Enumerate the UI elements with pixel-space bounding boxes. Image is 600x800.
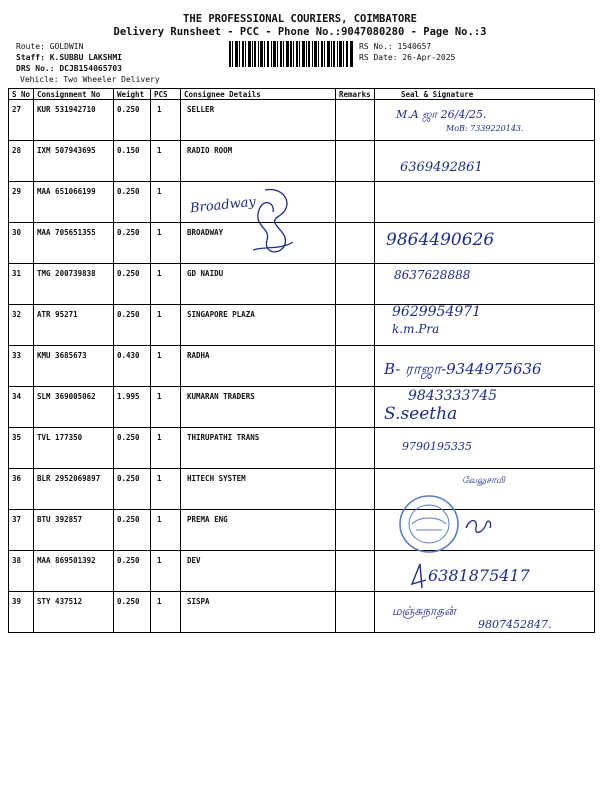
handwritten-signature: Broadway — [189, 194, 257, 217]
cell-consignment: TVL 177350 — [34, 428, 114, 469]
barcode-icon — [229, 41, 353, 67]
cell-sno: 38 — [9, 551, 34, 592]
signature-scribble-icon — [408, 562, 430, 590]
seal-stamp-icon — [398, 494, 460, 554]
cell-remarks — [336, 592, 375, 633]
cell-consignment: STY 437512 — [34, 592, 114, 633]
cell-consignment: ATR 95271 — [34, 305, 114, 346]
cell-remarks — [336, 264, 375, 305]
cell-weight: 0.250 — [114, 305, 151, 346]
drs-number: DRS No.: DCJB154065703 — [16, 64, 122, 73]
table-row — [9, 469, 595, 510]
cell-signature — [375, 182, 595, 223]
cell-weight: 0.430 — [114, 346, 151, 387]
cell-remarks — [336, 551, 375, 592]
cell-consignment: KUR 531942710 — [34, 100, 114, 141]
cell-consignee: DEV — [181, 551, 336, 592]
cell-pcs: 1 — [151, 592, 181, 633]
staff-label: Staff: K.SUBBU LAKSHMI — [16, 53, 122, 62]
col-weight: Weight — [114, 89, 151, 100]
cell-remarks — [336, 100, 375, 141]
col-signature: Seal & Signature — [375, 89, 595, 100]
col-sno: S No — [9, 89, 34, 100]
handwritten-mobile: 9629954971 — [392, 304, 482, 320]
cell-pcs: 1 — [151, 551, 181, 592]
cell-consignee: HITECH SYSTEM — [181, 469, 336, 510]
signature-scribble-icon — [245, 186, 300, 260]
cell-sno: 28 — [9, 141, 34, 182]
cell-consignment: MAA 869501392 — [34, 551, 114, 592]
cell-pcs: 1 — [151, 387, 181, 428]
table-row — [9, 223, 595, 264]
table-row — [9, 387, 595, 428]
cell-sno: 27 — [9, 100, 34, 141]
cell-consignee: RADIO ROOM — [181, 141, 336, 182]
cell-sno: 33 — [9, 346, 34, 387]
cell-weight: 0.250 — [114, 428, 151, 469]
cell-remarks — [336, 428, 375, 469]
handwritten-mobile: 9843333745 — [408, 388, 498, 404]
col-consignee: Consignee Details — [181, 89, 336, 100]
handwritten-signature: S.seetha — [384, 404, 458, 424]
cell-remarks — [336, 469, 375, 510]
cell-remarks — [336, 510, 375, 551]
table-row — [9, 141, 595, 182]
cell-consignee: GD NAIDU — [181, 264, 336, 305]
handwritten-mobile: MoB: 7339220143. — [446, 124, 524, 133]
route-label: Route: GOLDWIN — [16, 42, 84, 51]
col-consignment: Consignment No — [34, 89, 114, 100]
cell-consignee: KUMARAN TRADERS — [181, 387, 336, 428]
handwritten-signature: B- ராஜா-9344975636 — [384, 360, 542, 378]
cell-sno: 36 — [9, 469, 34, 510]
cell-consignee: SINGAPORE PLAZA — [181, 305, 336, 346]
handwritten-signature: k.m.Pra — [392, 322, 440, 336]
cell-sno: 35 — [9, 428, 34, 469]
table-row — [9, 100, 595, 141]
handwritten-mobile: 8637628888 — [394, 268, 471, 282]
cell-pcs: 1 — [151, 100, 181, 141]
handwritten-mobile: 6381875417 — [428, 566, 530, 585]
cell-consignment: BTU 392857 — [34, 510, 114, 551]
cell-pcs: 1 — [151, 223, 181, 264]
cell-remarks — [336, 223, 375, 264]
cell-weight: 0.250 — [114, 469, 151, 510]
cell-consignee: BROADWAY — [181, 223, 336, 264]
cell-pcs: 1 — [151, 182, 181, 223]
rs-date: RS Date: 26-Apr-2025 — [359, 53, 456, 62]
cell-weight: 0.250 — [114, 264, 151, 305]
cell-sno: 37 — [9, 510, 34, 551]
table-header-row — [9, 89, 595, 100]
runsheet-subtitle: Delivery Runsheet - PCC - Phone No.:9047080280 - Page No.:3 — [113, 26, 487, 38]
handwritten-signature: M.A ஜா 26/4/25. — [396, 108, 487, 121]
cell-weight: 1.995 — [114, 387, 151, 428]
table-row — [9, 264, 595, 305]
cell-sno: 39 — [9, 592, 34, 633]
cell-remarks — [336, 387, 375, 428]
cell-consignment: MAA 651066199 — [34, 182, 114, 223]
cell-remarks — [336, 141, 375, 182]
cell-weight: 0.250 — [114, 223, 151, 264]
handwritten-mobile: 9790195335 — [402, 440, 472, 453]
cell-pcs: 1 — [151, 510, 181, 551]
cell-sno: 31 — [9, 264, 34, 305]
rs-number: RS No.: 1540657 — [359, 42, 432, 51]
cell-weight: 0.250 — [114, 592, 151, 633]
handwritten-signature: வேலுசாமி — [462, 476, 505, 486]
cell-pcs: 1 — [151, 264, 181, 305]
signature-scribble-icon — [462, 514, 494, 538]
col-remarks: Remarks — [336, 89, 375, 100]
cell-weight: 0.250 — [114, 100, 151, 141]
cell-sno: 29 — [9, 182, 34, 223]
handwritten-mobile: 9807452847. — [478, 618, 552, 631]
cell-pcs: 1 — [151, 346, 181, 387]
company-title: THE PROFESSIONAL COURIERS, COIMBATORE — [183, 13, 417, 25]
vehicle-label: Vehicle: Two Wheeler Delivery — [20, 75, 160, 84]
cell-consignee: THIRUPATHI TRANS — [181, 428, 336, 469]
cell-weight: 0.250 — [114, 510, 151, 551]
table-row — [9, 182, 595, 223]
cell-weight: 0.150 — [114, 141, 151, 182]
cell-consignee: RADHA — [181, 346, 336, 387]
cell-consignment: IXM 507943695 — [34, 141, 114, 182]
cell-consignee: PREMA ENG — [181, 510, 336, 551]
cell-remarks — [336, 305, 375, 346]
handwritten-mobile: 6369492861 — [400, 160, 483, 175]
cell-consignment: KMU 3685673 — [34, 346, 114, 387]
col-pcs: PCS — [151, 89, 181, 100]
cell-consignment: SLM 369005062 — [34, 387, 114, 428]
cell-sno: 32 — [9, 305, 34, 346]
table-row — [9, 305, 595, 346]
cell-sno: 30 — [9, 223, 34, 264]
table-row — [9, 428, 595, 469]
handwritten-mobile: 9864490626 — [386, 230, 495, 250]
cell-consignment: MAA 705651355 — [34, 223, 114, 264]
table-row — [9, 510, 595, 551]
handwritten-signature: மஞ்சுநாதன் — [392, 604, 456, 618]
cell-consignee: SELLER — [181, 100, 336, 141]
cell-pcs: 1 — [151, 305, 181, 346]
cell-weight: 0.250 — [114, 551, 151, 592]
cell-pcs: 1 — [151, 469, 181, 510]
cell-weight: 0.250 — [114, 182, 151, 223]
cell-consignment: TMG 200739838 — [34, 264, 114, 305]
cell-consignee: SISPA — [181, 592, 336, 633]
cell-sno: 34 — [9, 387, 34, 428]
cell-pcs: 1 — [151, 428, 181, 469]
cell-remarks — [336, 346, 375, 387]
cell-pcs: 1 — [151, 141, 181, 182]
cell-remarks — [336, 182, 375, 223]
cell-consignment: BLR 2952069897 — [34, 469, 114, 510]
